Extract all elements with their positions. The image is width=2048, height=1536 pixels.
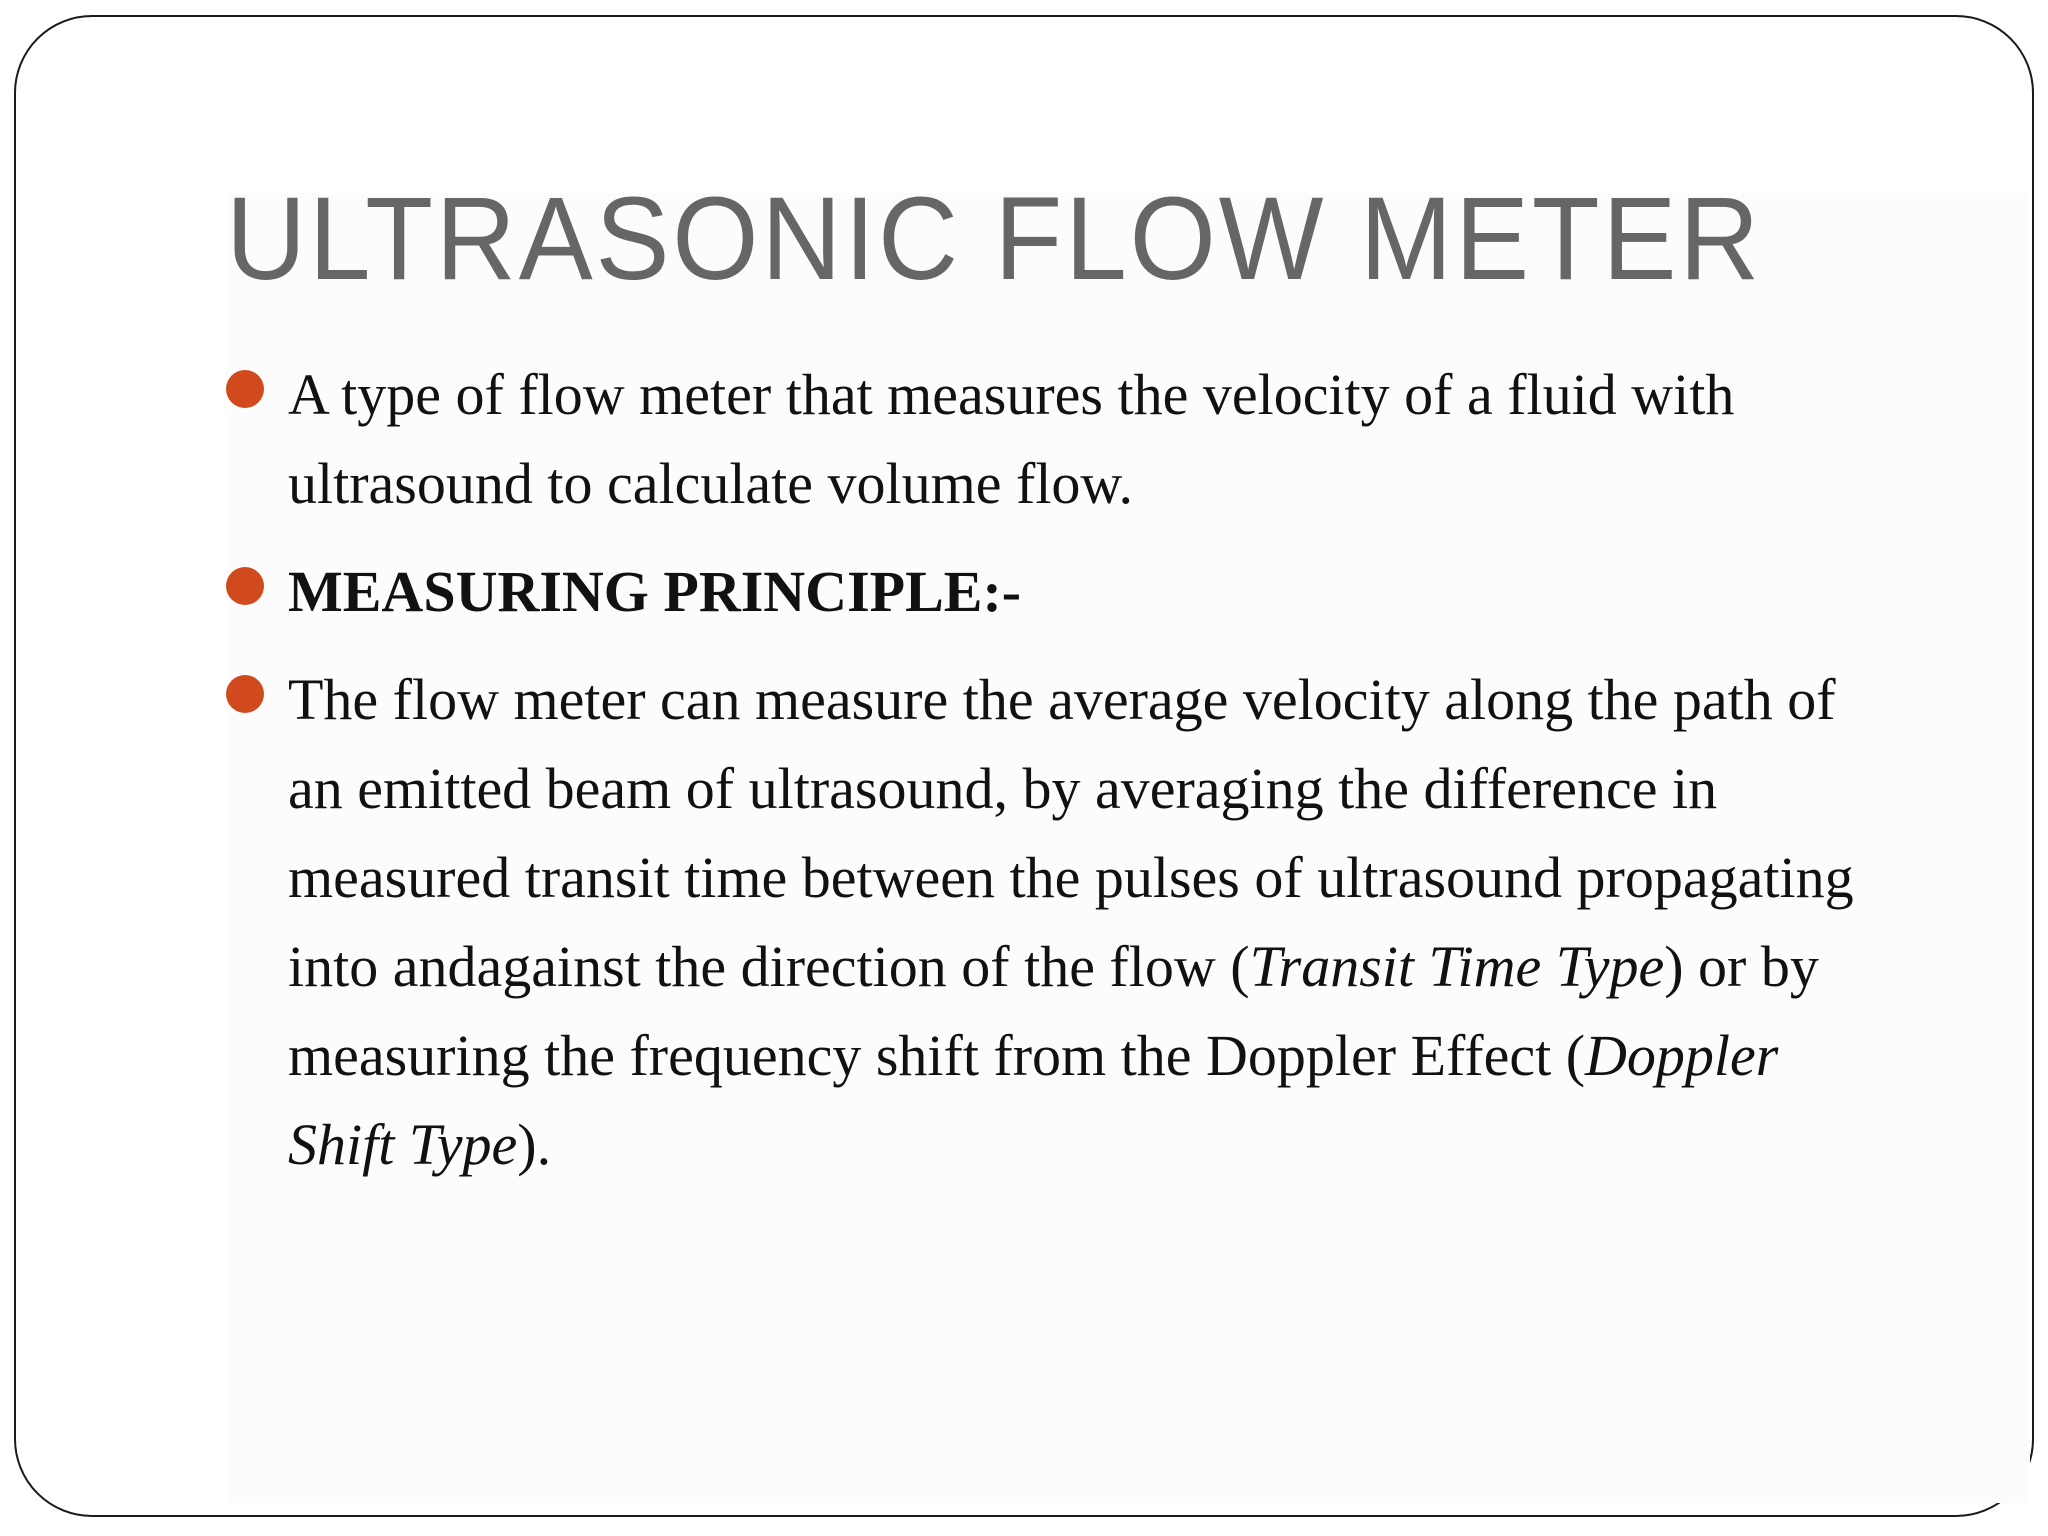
bullet-text: MEASURING PRINCIPLE:- [288, 559, 1022, 624]
slide-title: ULTRASONIC FLOW METER [226, 173, 1763, 305]
bullet-dot-icon [226, 567, 264, 605]
bullet-text [288, 655, 1866, 1189]
bullet-text-part: ). [517, 1112, 552, 1177]
transit-time-type-term: Transit Time Type [1249, 934, 1665, 999]
bullet-item-principle-description [226, 655, 1866, 1189]
bullet-text-part: The flow meter can measure the average velocity along the path of an emitted beam of ultrasound, by averaging the difference in measured transit time between the pulses of ultrasound propagating into andagainst the direction of the flow ( [288, 667, 1854, 999]
doppler-shift-type-term: Doppler Shift Type [288, 1023, 1779, 1177]
bullet-dot-icon [226, 370, 264, 408]
bullet-list [226, 350, 1866, 1208]
bullet-text-part: ) or by measuring the frequency shift from the Doppler Effect ( [288, 934, 1819, 1088]
bullet-text: A type of flow meter that measures the velocity of a fluid with ultrasound to calculate volume flow. [288, 362, 1735, 516]
bullet-item-principle-heading [226, 547, 1866, 636]
bullet-dot-icon [226, 675, 264, 713]
bullet-item-definition [226, 350, 1866, 528]
